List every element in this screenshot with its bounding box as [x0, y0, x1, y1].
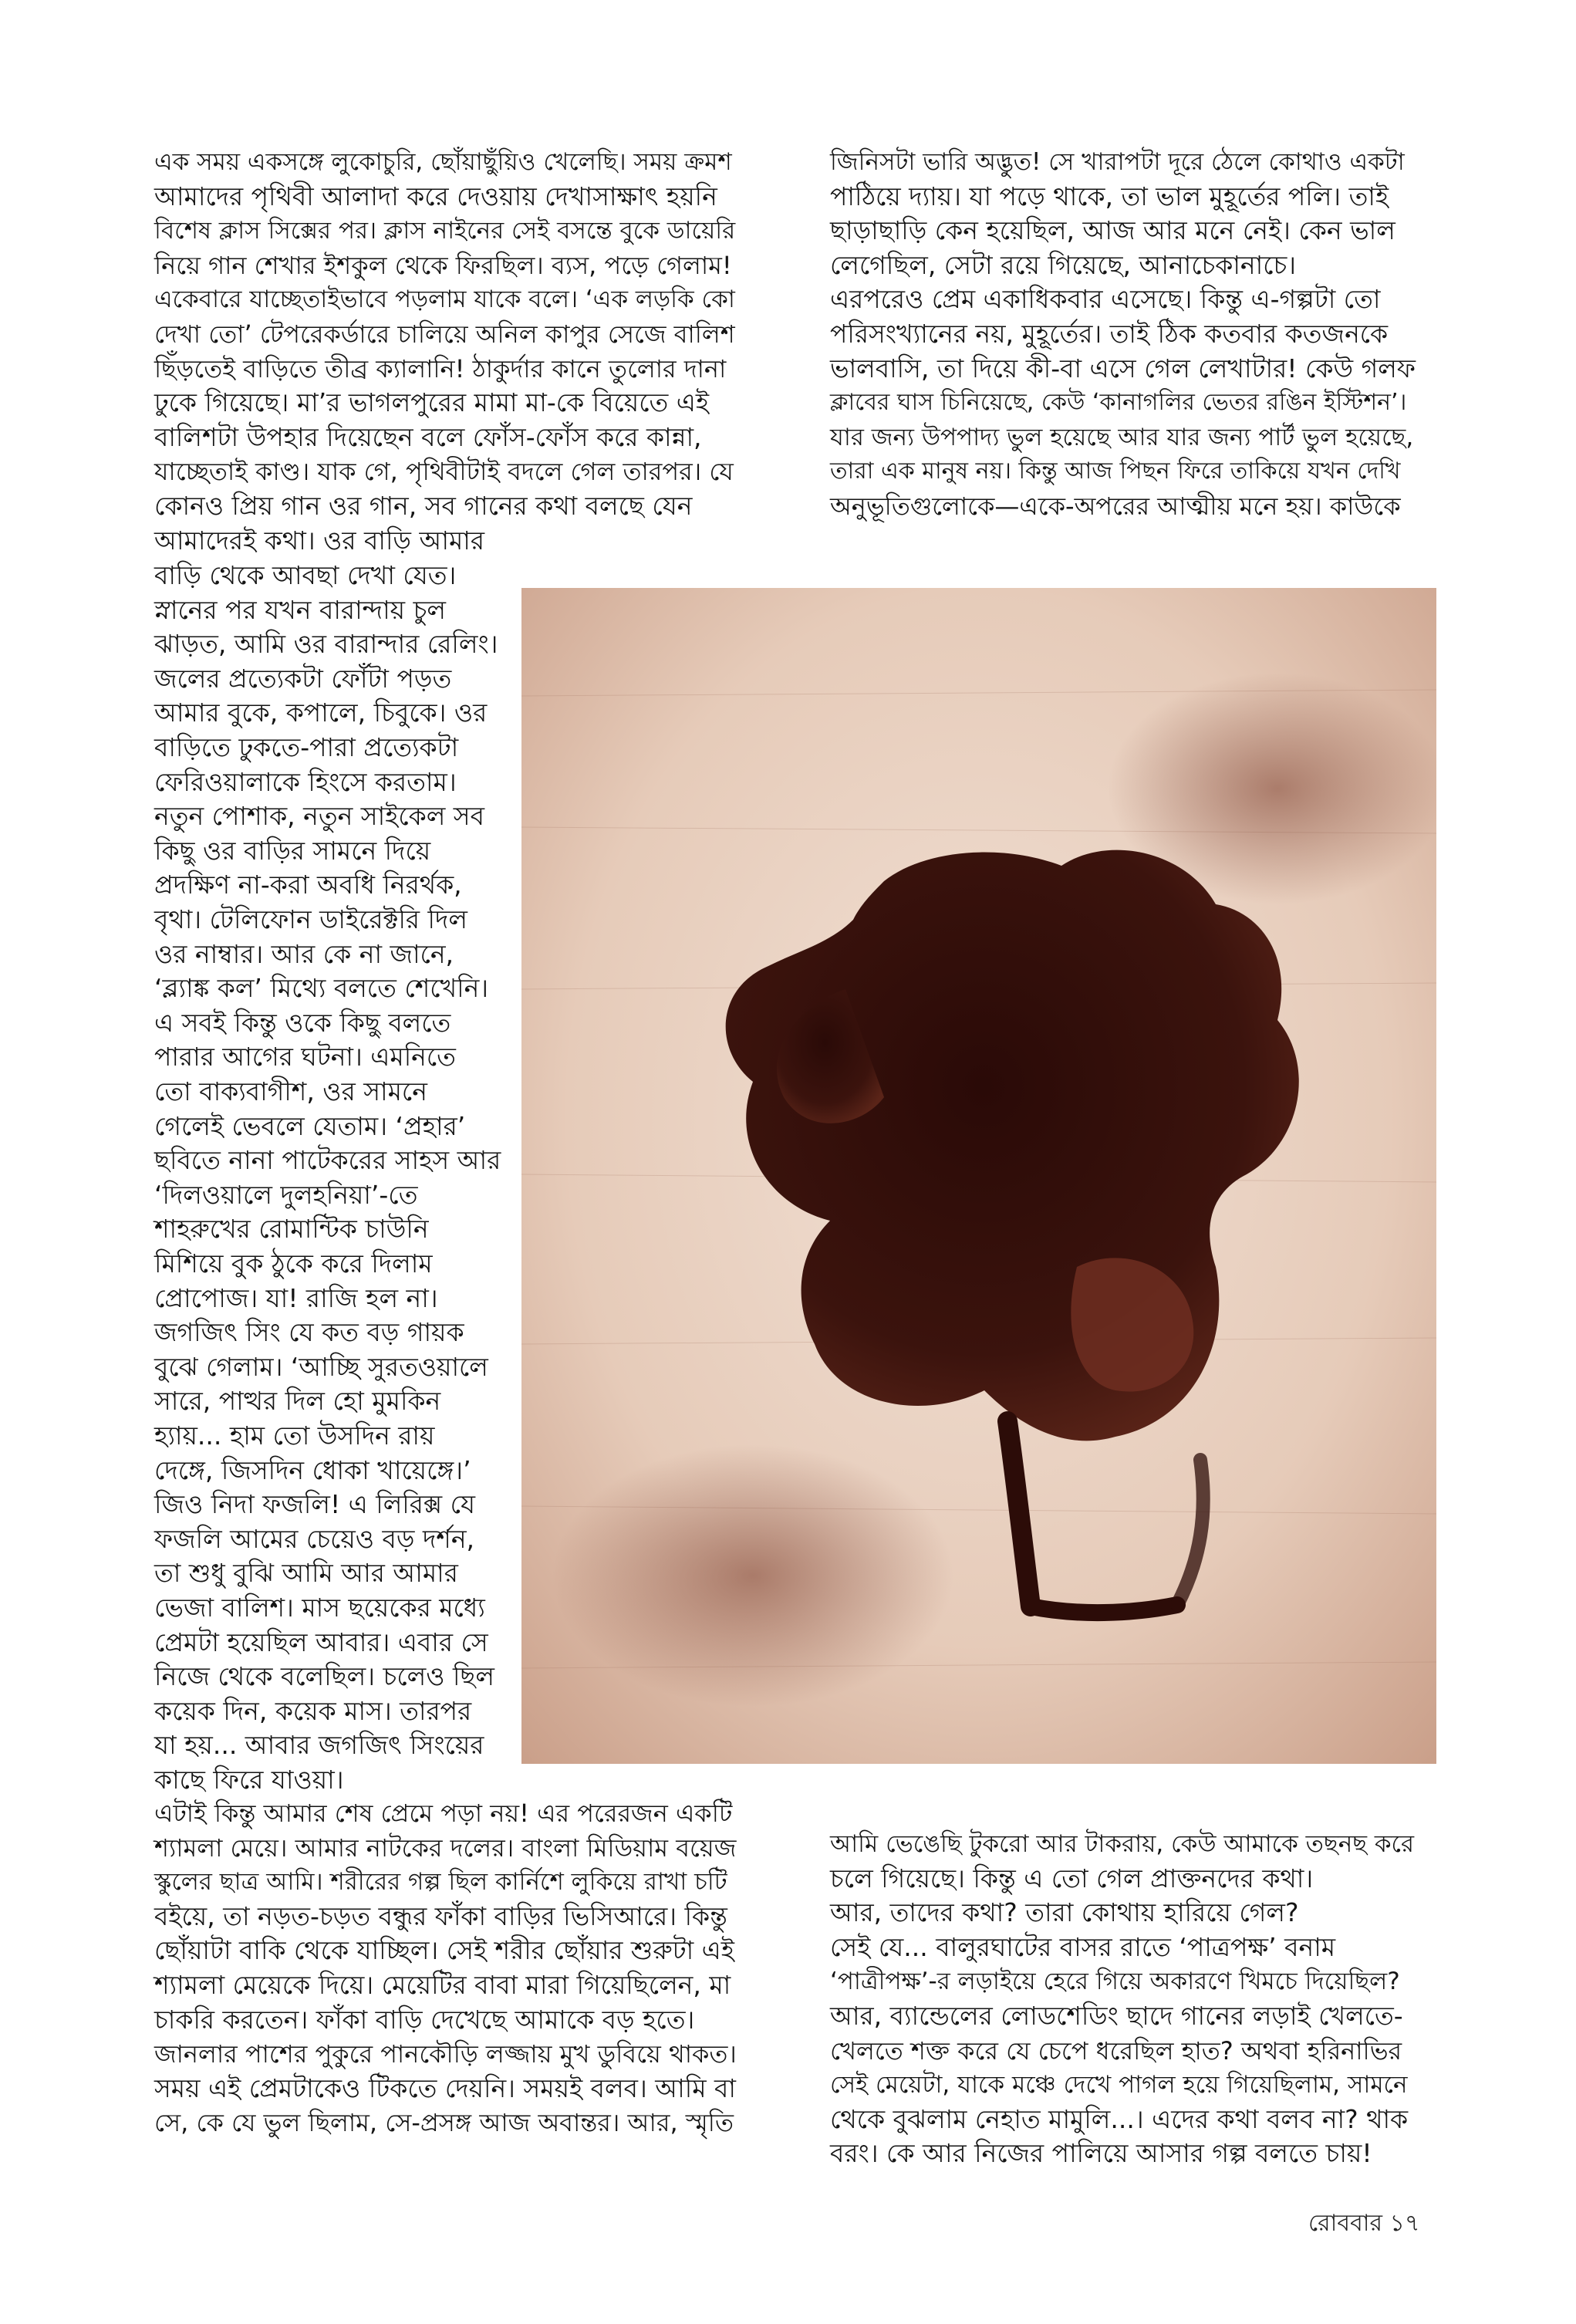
text-line: ছোঁয়াটা বাকি থেকে যাচ্ছিল। সেই শরীর ছোঁয়ার শুরুটা এই [154, 1935, 734, 1966]
ink-flower-illustration [521, 588, 1436, 1764]
text-line: চাকরি করতেন। ফাঁকা বাড়ি দেখেছে আমাকে বড় হতে। [154, 2004, 695, 2035]
text-line: জিও নিদা ফজলি! এ লিরিক্স যে [154, 1489, 476, 1520]
text-line: ছবিতে নানা পাটেকরের সাহস আর [154, 1145, 501, 1176]
text-line: তো বাক্যবাগীশ, ওর সামনে [154, 1076, 427, 1106]
text-line: এক সময় একসঙ্গে লুকোচুরি, ছোঁয়াছুঁয়িও খেলেছি। সময় ক্রমশ [154, 148, 732, 176]
text-line: এটাই কিন্তু আমার শেষ প্রেমে পড়া নয়! এর পরেরজন একটি [154, 1799, 733, 1828]
text-line: কয়েক দিন, কয়েক মাস। তারপর [154, 1695, 472, 1726]
text-line: যাচ্ছেতাই কাণ্ড। যাক গে, পৃথিবীটাই বদলে গেল তারপর। যে [154, 457, 734, 487]
page-number: ১৭ [1389, 2210, 1420, 2237]
text-line: নিজে থেকে বলেছিল। চলেও ছিল [154, 1661, 495, 1692]
text-line: ভেজা বালিশ। মাস ছয়েকের মধ্যে [154, 1593, 485, 1623]
text-line: প্রোপোজ। যা! রাজি হল না। [154, 1282, 438, 1313]
text-line: আমি ভেঙেছি টুকরো আর টাকরায়, কেউ আমাকে তছনছ করে [830, 1830, 1415, 1858]
text-line: সেই যে... বালুরঘাটের বাসর রাতে ‘পাত্রপক্ষ’ বনাম [830, 1931, 1336, 1962]
text-line: কিছু ওর বাড়ির সামনে দিয়ে [154, 835, 431, 866]
text-line: কাছে ফিরে যাওয়া। [154, 1765, 344, 1795]
text-line: সে, কে যে ভুল ছিলাম, সে-প্রসঙ্গ আজ অবান্তর। আর, স্মৃতি [154, 2108, 734, 2138]
text-line: আর, তাদের কথা? তারা কোথায় হারিয়ে গেল? [830, 1897, 1299, 1928]
text-line: থেকে বুঝলাম নেহাত মামুলি...। এদের কথা বলব না? থাক [830, 2103, 1409, 2134]
text-line: আমার বুকে, কপালে, চিবুকে। ওর [154, 698, 488, 728]
text-line: বইয়ে, তা নড়ত-চড়ত বন্ধুর ফাঁকা বাড়ির ভিসিআরে। কিন্তু [154, 1900, 727, 1931]
text-line: জানলার পাশের পুকুরে পানকৌড়ি লজ্জায় মুখ ডুবিয়ে থাকত। [154, 2039, 737, 2069]
text-line: এরপরেও প্রেম একাধিকবার এসেছে। কিন্তু এ-গল্পটা তো [830, 284, 1381, 315]
text-line: গেলেই ভেবলে যেতাম। ‘প্রহার’ [154, 1110, 466, 1141]
text-line: অনুভূতিগুলোকে—একে-অপরের আত্মীয় মনে হয়। কাউকে [830, 491, 1401, 521]
text-line: হ্যায়... হাম তো উসদিন রায় [154, 1420, 435, 1451]
text-line: ঝাড়ত, আমি ওর বারান্দার রেলিং। [154, 629, 498, 660]
publication-name: রোববার [1308, 2210, 1382, 2237]
text-line: দেখা তো’ টেপরেকর্ডারে চালিয়ে অনিল কাপুর সেজে বালিশ [154, 319, 735, 349]
text-line: বরং। কে আর নিজের পালিয়ে আসার গল্প বলতে চায়! [830, 2138, 1372, 2169]
text-line: শ্যামলা মেয়ে। আমার নাটকের দলের। বাংলা মিডিয়াম বয়েজ [154, 1833, 737, 1863]
text-line: ক্লাবের ঘাস চিনিয়েছে, কেউ ‘কানাগলির ভেতর রঙিন ইস্টিশন’। [830, 389, 1407, 417]
text-line: মিশিয়ে বুক ঠুকে করে দিলাম [154, 1248, 433, 1279]
text-line: ছিঁড়তেই বাড়িতে তীব্র ক্যালানি! ঠাকুর্দার কানে তুলোর দানা [154, 353, 727, 383]
text-line: ছাড়াছাড়ি কেন হয়েছিল, আজ আর মনে নেই। কেন ভাল [830, 215, 1395, 246]
text-line: দেঙ্গে, জিসদিন ধোকা খায়েঙ্গে।’ [154, 1454, 471, 1485]
text-line: যা হয়... আবার জগজিৎ সিংয়ের [154, 1730, 484, 1761]
text-line: শ্যামলা মেয়েকে দিয়ে। মেয়েটির বাবা মারা গিয়েছিলেন, মা [154, 1970, 731, 2000]
text-line: স্কুলের ছাত্র আমি। শরীরের গল্প ছিল কার্নিশে লুকিয়ে রাখা চটি [154, 1868, 727, 1897]
text-line: লেগেছিল, সেটা রয়ে গিয়েছে, আনাচেকানাচে। [830, 249, 1297, 280]
text-line: ‘দিলওয়ালে দুলহনিয়া’-তে [154, 1179, 418, 1210]
text-line: প্রেমটা হয়েছিল আবার। এবার সে [154, 1626, 488, 1657]
text-line: বাড়িতে ঢুকতে-পারা প্রত্যেকটা [154, 732, 459, 762]
text-line: আর, ব্যান্ডেলের লোডশেডিং ছাদে গানের লড়াই খেলতে- [830, 2001, 1403, 2031]
text-line: নতুন পোশাক, নতুন সাইকেল সব [154, 801, 484, 832]
text-line: বাড়ি থেকে আবছা দেখা যেত। [154, 560, 457, 590]
text-line: নিয়ে গান শেখার ইশকুল থেকে ফিরছিল। ব্যস, পড়ে গেলাম! [154, 250, 732, 280]
text-line: পাঠিয়ে দ্যায়। যা পড়ে থাকে, তা ভাল মুহূর্তের পলি। তাই [830, 181, 1389, 211]
text-line: সময় এই প্রেমটাকেও টিকতে দেয়নি। সময়ই বলব। আমি বা [154, 2072, 736, 2103]
text-line: জগজিৎ সিং যে কত বড় গায়ক [154, 1317, 464, 1348]
text-line: তারা এক মানুষ নয়। কিন্তু আজ পিছন ফিরে তাকিয়ে যখন দেখি [830, 458, 1401, 485]
text-line: পরিসংখ্যানের নয়, মুহূর্তের। তাই ঠিক কতবার কতজনকে [830, 319, 1389, 349]
text-line: চলে গিয়েছে। কিন্তু এ তো গেল প্রাক্তনদের কথা। [830, 1863, 1314, 1893]
text-line: খেলতে শক্ত করে যে চেপে ধরেছিল হাত? অথবা হরিনাভির [830, 2035, 1402, 2066]
text-line: বিশেষ ক্লাস সিক্সের পর। ক্লাস নাইনের সেই বসন্তে বুকে ডায়েরি [154, 217, 736, 245]
text-line: আমাদেরই কথা। ওর বাড়ি আমার [154, 525, 485, 556]
text-line: বুঝে গেলাম। ‘আচ্ছি সুরতওয়ালে [154, 1351, 488, 1382]
text-line: পারার আগের ঘটনা। এমনিতে [154, 1042, 456, 1072]
text-line: ঢুকে গিয়েছে। মা’র ভাগলপুরের মামা মা-কে বিয়েতে এই [154, 387, 710, 418]
text-line: জলের প্রত্যেকটা ফোঁটা পড়ত [154, 663, 452, 694]
text-line: ওর নাম্বার। আর কে না জানে, [154, 938, 454, 969]
text-line: ‘পাত্রীপক্ষ’-র লড়াইয়ে হেরে গিয়ে অকারণে খিমচে দিয়েছিল? [830, 1968, 1400, 1996]
text-line: জিনিসটা ভারি অদ্ভুত! সে খারাপটা দূরে ঠেলে কোথাও একটা [830, 148, 1405, 176]
text-line: স্নানের পর যখন বারান্দায় চুল [154, 594, 447, 625]
text-line: প্রদক্ষিণ না-করা অবধি নিরর্থক, [154, 870, 462, 900]
text-line: সেই মেয়েটা, যাকে মঞ্চে দেখে পাগল হয়ে গিয়েছিলাম, সামনে [830, 2071, 1408, 2099]
paper-stain [552, 1444, 953, 1707]
text-line: আমাদের পৃথিবী আলাদা করে দেওয়ায় দেখাসাক্ষাৎ হয়নি [154, 181, 717, 211]
text-line: শাহরুখের রোমান্টিক চাউনি [154, 1214, 429, 1245]
text-line: ফেরিওয়ালাকে হিংসে করতাম। [154, 766, 457, 797]
text-line: সারে, পাত্থর দিল হো মুমকিন [154, 1386, 441, 1417]
page-footer [1308, 2210, 1420, 2238]
text-line: তা শুধু বুঝি আমি আর আমার [154, 1558, 458, 1589]
text-line: কোনও প্রিয় গান ওর গান, সব গানের কথা বলছে যেন [154, 491, 693, 521]
text-line: এ সবই কিন্তু ওকে কিছু বলতে [154, 1007, 451, 1038]
text-line: বৃথা। টেলিফোন ডাইরেক্টরি দিল [154, 904, 467, 934]
text-line: যার জন্য উপপাদ্য ভুল হয়েছে আর যার জন্য পার্ট ভুল হয়েছে, [830, 423, 1414, 451]
text-line: বালিশটা উপহার দিয়েছেন বলে ফোঁস-ফোঁস করে কান্না, [154, 421, 702, 452]
text-line: ফজলি আমের চেয়েও বড় দর্শন, [154, 1523, 475, 1554]
text-line: ভালবাসি, তা দিয়ে কী-বা এসে গেল লেখাটার! কেউ গলফ [830, 353, 1416, 383]
text-line: একেবারে যাচ্ছেতাইভাবে পড়লাম যাকে বলে। ‘এক লড়কি কো [154, 285, 735, 314]
text-line: ‘ব্ল্যাঙ্ক কল’ মিথ্যে বলতে শেখেনি। [154, 973, 489, 1004]
